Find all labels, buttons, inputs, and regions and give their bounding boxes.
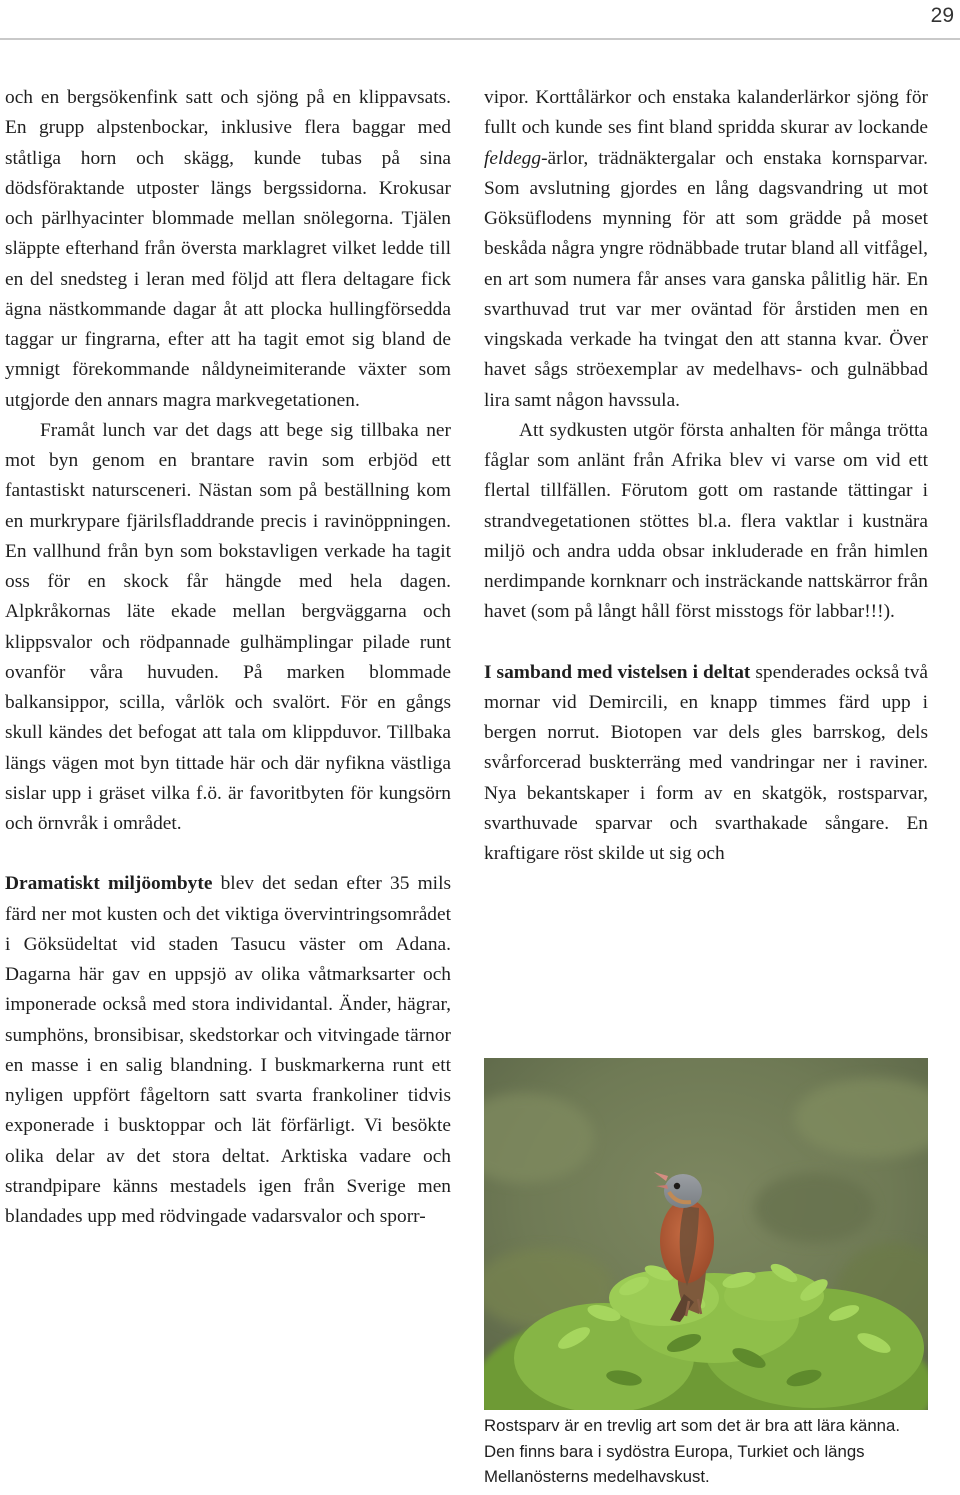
page-header [0, 0, 960, 38]
right-paragraph-1-italic: feldegg [484, 147, 542, 169]
bird-photo [484, 1058, 928, 1410]
right-paragraph-3-text: spenderades också två mornar vid Demircili, en knapp timmes färd upp i bergen norrut. Biotopen var dels gles barrskog, dels svårforcerad buskterräng med vandringar ner i raviner. Nya bekantskaper i form av en skatgök, rostsparvar, svarthuvade sparvar och svarthakade sångare. En kraftigare röst skilde ut sig och [484, 661, 928, 864]
left-paragraph-1: och en bergsökenfink satt och sjöng på en klippavsats. En grupp alpstenbockar, inklusive flera baggar med ståtliga horn och skägg, kunde tubas på sina dödsföraktande utposter längs bergssidorna. Krokusar och pärlhyacinter blommade mellan snölegorna. Tjälen släppte efterhand från översta marklagret vilket ledde till en del snedsteg i leran med följd att flera deltagare fick ägna nästkommande dagar åt att plocka hullingförsedda taggar ur fingrarna, efter att ha tagit emot sig bland de ymnigt förekommande nåldyneimiterande växter som utgjorde den annars magra markvegetationen. [5, 87, 451, 411]
right-paragraph-1-part-a: vipor. Korttålärkor och enstaka kalanderlärkor sjöng för fullt och kunde ses fint bland spridda skurar av lockande [484, 87, 928, 139]
left-paragraph-3-text: blev det sedan efter 35 mils färd ner mot kusten och det viktiga övervintringsområdet i Göksüdeltat vid staden Tasucu väster om Adana. Dagarna här gav en uppsjö av olika våtmarksarter och imponerade också med stora individantal. Änder, hägrar, sumphöns, bronsibisar, skedstorkar och vitvingade tärnor en masse i en salig blandning. I buskmarkerna runt ett nyligen uppfört fågeltorn satt svarta frankoliner tidvis exponerade i busktoppar och lät förfärligt. Vi besökte olika delar av det stora deltat. Arktiska vadare och strandpipare känns mestadels igen från Sverige men blandades upp med rödvingade vadarsvalor och sporr- [5, 873, 451, 1227]
left-column [5, 83, 451, 1232]
left-paragraph-2: Framåt lunch var det dags att bege sig tillbaka ner mot byn genom en brantare ravin som erbjöd ett fantastiskt natursceneri. Nästan som på beställning kom en murkrypare fjärilsfladdrande precis i ravinöppningen. En vallhund från byn som bokstavligen verkade ha tagit oss för en skock får hängde med hela dagen. Alpkråkornas läte ekade mellan bergväggarna och klippsvalor och rödpannade gulhämplingar pilade runt ovanför våra huvuden. På marken blommade balkansippor, scilla, vårlök och svalört. För en gångs skull kändes det befogat att tala om klippduvor. Tillbaka längs vägen mot byn tittade här och där nyfikna västliga sislar upp i gräset vilka f.ö. är favoritbyten för kungsörn och örnvråk i området. [5, 419, 451, 834]
right-paragraph-2: Att sydkusten utgör första anhalten för många trötta fåglar som anlänt från Afrika blev vi varse om vid ett flertal tillfällen. Förutom gott om rastande tättingar i strandvegetationen stöttes bl.a. flera vaktlar i kustnära miljö och andra udda obsar inkluderade en från himlen nerdimpande kornknarr och insträckande nattskärror från havet (som på långt håll först misstogs för labbar!!!). [484, 419, 928, 623]
right-paragraph-3 [484, 658, 928, 870]
header-rule [0, 38, 960, 40]
right-paragraph-1-part-b: -ärlor, trädnäktergalar och enstaka kornsparvar. Som avslutning gjordes en lång dagsvandring ut mot Göksüflodens mynning för att som grädde på moset beskåda några yngre rödnäbbade trutar bland all vitfågel, en art som numera får anses vara ganska pålitlig här. En svarthuvad trut var mer oväntad för årstiden men en vingskada verkade ha tvingat den att stanna kvar. Över havet sågs ströexemplar av medelhavs- och gulnäbbad lira samt någon havssula. [484, 147, 928, 411]
bird-photo-artwork [484, 1058, 928, 1410]
left-paragraph-3 [5, 869, 451, 1232]
right-paragraph-1 [484, 83, 928, 416]
page-number: 29 [930, 4, 954, 27]
photo-caption: Rostsparv är en trevlig art som det är bra att lära känna. Den finns bara i sydöstra Europa, Turkiet och längs Mellanösterns medelhavskust. [484, 1416, 900, 1486]
right-column [484, 83, 928, 869]
left-paragraph-3-lead: Dramatiskt miljöombyte [5, 873, 213, 895]
right-paragraph-3-lead: I samband med vistelsen i deltat [484, 661, 751, 683]
